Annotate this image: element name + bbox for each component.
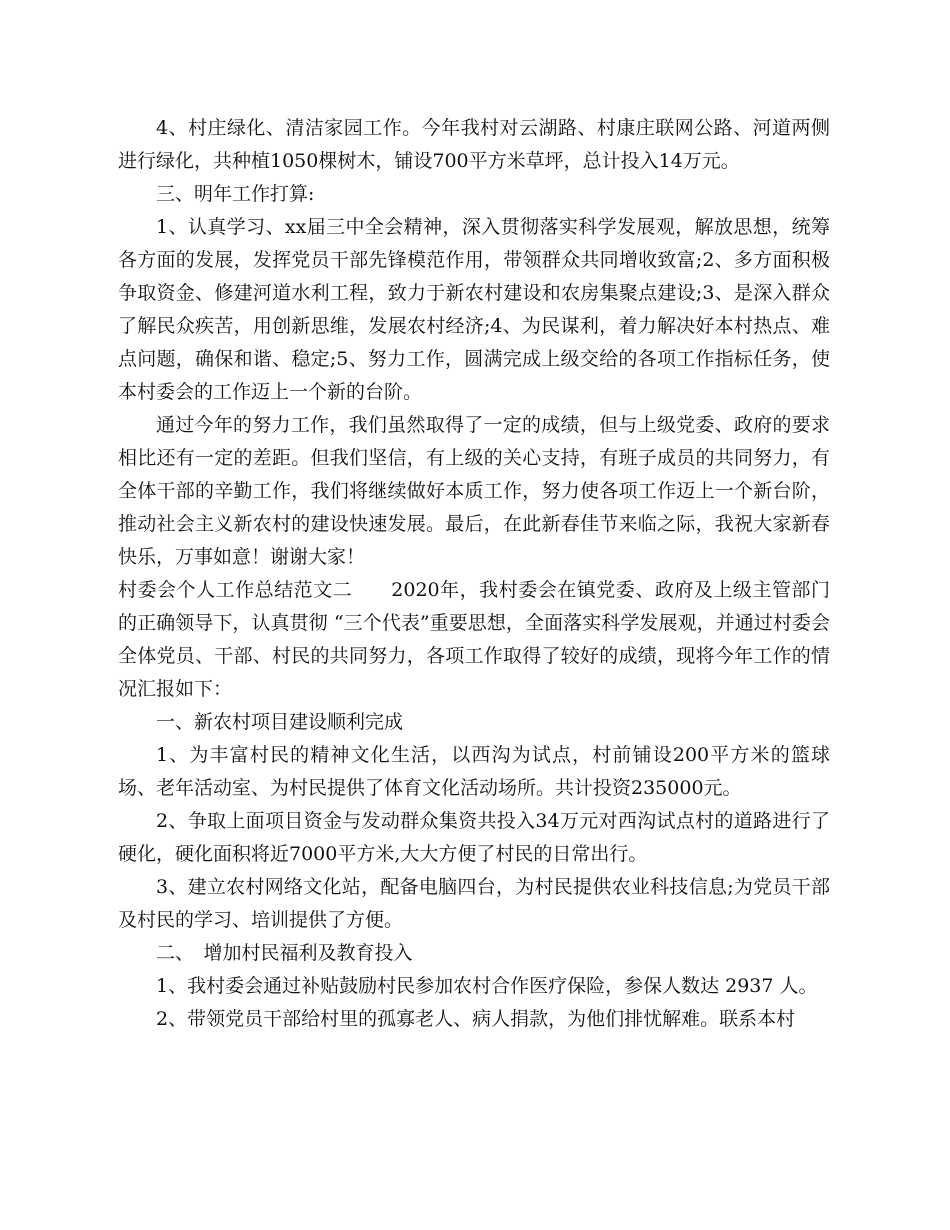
paragraph-basketball-court: 1、为丰富村民的精神文化生活，以西沟为试点，村前铺设200平方米的篮球场、老年活动室、为村民提供了体育文化活动场所。共计投资235000元。 (118, 744, 830, 799)
paragraph-donations: 2、带领党员干部给村里的孤寡老人、病人捐款，为他们排忧解难。联系本村 (156, 1008, 796, 1030)
paragraph-closing-remarks: 通过今年的努力工作，我们虽然取得了一定的成绩，但与上级党委、政府的要求相比还有一定的差距。但我们坚信，有上级的关心支持，有班子成员的共同努力，有全体干部的辛勤工作，我们将继续做好本质工作，努力使各项工作迈上一个新台阶，推动社会主义新农村的建设快速发展。最后，在此新春佳节来临之际，我祝大家新春快乐，万事如意！谢谢大家！ (118, 414, 830, 568)
paragraph-culture-station: 3、建立农村网络文化站，配备电脑四台，为村民提供农业科技信息;为党员干部及村民的学习、培训提供了方便。 (118, 876, 830, 931)
paragraph-sample-two-intro: 村委会个人工作总结范文二 2020年，我村委会在镇党委、政府及上级主管部门的正确领导下，认真贯彻 “三个代表”重要思想，全面落实科学发展观，并通过村委会全体党员、干部、村民的共同努力，各项工作取得了较好的成绩，现将今年工作的情况汇报如下： (118, 579, 830, 700)
paragraph-medical-insurance: 1、我村委会通过补贴鼓励村民参加农村合作医疗保险，参保人数达 2937 人。 (156, 975, 818, 997)
section-heading-new-rural-projects: 一、新农村项目建设顺利完成 (156, 711, 404, 733)
document-body (118, 112, 830, 1036)
section-heading-welfare-education: 二、 增加村民福利及教育投入 (156, 942, 413, 964)
paragraph-next-year-plan: 1、认真学习、xx届三中全会精神，深入贯彻落实科学发展观，解放思想，统筹各方面的发展，发挥党员干部先锋模范作用，带领群众共同增收致富;2、多方面积极争取资金、修建河道水利工程，致力于新农村建设和农房集聚点建设;3、是深入群众了解民众疾苦，用创新思维，发展农村经济;4、为民谋利，着力解决好本村热点、难点问题，确保和谐、稳定;5、努力工作，圆满完成上级交给的各项工作指标任务，使本村委会的工作迈上一个新的台阶。 (118, 216, 830, 403)
paragraph-village-greening: 4、村庄绿化、清洁家园工作。今年我村对云湖路、村康庄联网公路、河道两侧进行绿化，共种植1050棵树木，铺设700平方米草坪，总计投入14万元。 (118, 117, 830, 172)
paragraph-road-hardening: 2、争取上面项目资金与发动群众集资共投入34万元对西沟试点村的道路进行了硬化，硬化面积将近7000平方米,大大方便了村民的日常出行。 (118, 810, 830, 865)
section-heading-next-year-plan: 三、明年工作打算: (156, 183, 315, 205)
